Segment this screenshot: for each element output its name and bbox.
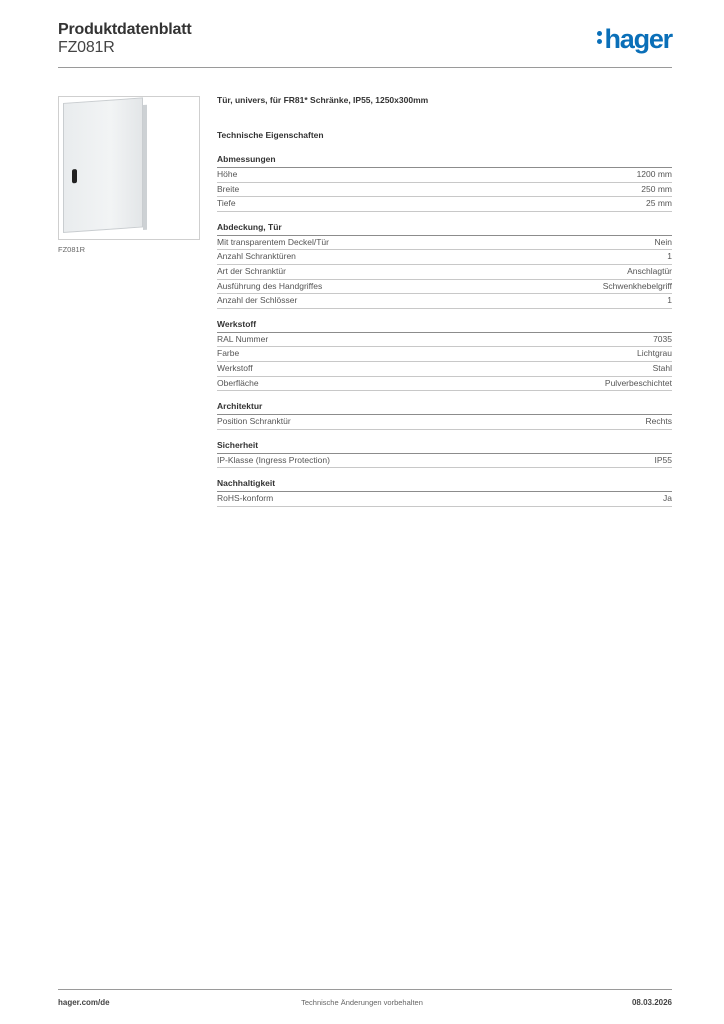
footer-notice: Technische Änderungen vorbehalten xyxy=(301,998,423,1007)
property-value: Ja xyxy=(663,493,672,504)
property-row xyxy=(217,454,672,469)
property-label: Ausführung des Handgriffes xyxy=(217,280,323,291)
property-label: RoHS-konform xyxy=(217,493,274,504)
property-label: Anzahl Schranktüren xyxy=(217,251,296,262)
property-value: Schwenkhebelgriff xyxy=(602,280,672,291)
property-row xyxy=(217,377,672,392)
header-divider xyxy=(58,67,672,68)
property-row xyxy=(217,168,672,183)
property-value: Pulverbeschichtet xyxy=(604,377,672,388)
property-row xyxy=(217,250,672,265)
property-row xyxy=(217,347,672,362)
property-label: Breite xyxy=(217,183,240,194)
property-value: 1 xyxy=(667,295,672,306)
property-row xyxy=(217,236,672,251)
door-handle-icon xyxy=(72,169,77,183)
property-row xyxy=(217,362,672,377)
page-title: Produktdatenblatt xyxy=(58,21,192,38)
property-label: RAL Nummer xyxy=(217,333,269,344)
section-title: Sicherheit xyxy=(217,440,672,454)
footer-website: hager.com/de xyxy=(58,998,110,1007)
section-title: Nachhaltigkeit xyxy=(217,478,672,492)
property-row xyxy=(217,265,672,280)
logo-colon-icon xyxy=(597,31,602,49)
property-label: Art der Schranktür xyxy=(217,265,286,276)
property-value: Lichtgrau xyxy=(637,348,672,359)
property-label: Anzahl der Schlösser xyxy=(217,295,298,306)
footer-date: 08.03.2026 xyxy=(631,998,672,1007)
property-row xyxy=(217,415,672,430)
property-label: Mit transparentem Deckel/Tür xyxy=(217,236,329,247)
property-row xyxy=(217,183,672,198)
property-label: IP-Klasse (Ingress Protection) xyxy=(217,454,330,465)
property-section xyxy=(217,401,672,430)
property-label: Werkstoff xyxy=(217,362,253,373)
product-code: FZ081R xyxy=(58,39,115,56)
product-image-caption: FZ081R xyxy=(58,245,86,254)
property-value: 7035 xyxy=(653,333,672,344)
properties-heading: Technische Eigenschaften xyxy=(217,130,324,140)
property-value: 25 mm xyxy=(646,198,672,209)
property-label: Höhe xyxy=(217,169,238,179)
property-sections xyxy=(217,154,672,507)
product-details xyxy=(217,95,672,517)
property-label: Farbe xyxy=(217,348,240,359)
product-image xyxy=(58,96,200,240)
property-value: Nein xyxy=(654,236,672,247)
property-label: Oberfläche xyxy=(217,377,259,388)
door-edge xyxy=(143,105,147,230)
property-section xyxy=(217,478,672,507)
property-section xyxy=(217,154,672,212)
property-value: 250 mm xyxy=(641,183,672,194)
property-label: Tiefe xyxy=(217,198,236,209)
section-title: Architektur xyxy=(217,401,672,415)
property-row xyxy=(217,197,672,212)
property-value: 1 xyxy=(667,251,672,262)
section-title: Abmessungen xyxy=(217,154,672,168)
property-value: Stahl xyxy=(652,362,672,373)
property-value: 1200 mm xyxy=(636,169,672,179)
property-value: Rechts xyxy=(645,416,672,427)
property-value: Anschlagtür xyxy=(627,265,672,276)
property-section xyxy=(217,319,672,391)
property-row xyxy=(217,294,672,309)
property-section xyxy=(217,222,672,309)
section-title: Abdeckung, Tür xyxy=(217,222,672,236)
property-row xyxy=(217,492,672,507)
door-panel-image xyxy=(63,97,143,233)
property-section xyxy=(217,440,672,469)
property-label: Position Schranktür xyxy=(217,416,291,427)
footer-divider xyxy=(58,989,672,990)
hager-logo xyxy=(597,26,672,53)
logo-text: hager xyxy=(604,24,672,54)
section-title: Werkstoff xyxy=(217,319,672,333)
product-description: Tür, univers, für FR81* Schränke, IP55, 1250x300mm xyxy=(217,95,429,105)
property-row xyxy=(217,333,672,348)
property-value: IP55 xyxy=(654,454,672,465)
property-row xyxy=(217,280,672,295)
